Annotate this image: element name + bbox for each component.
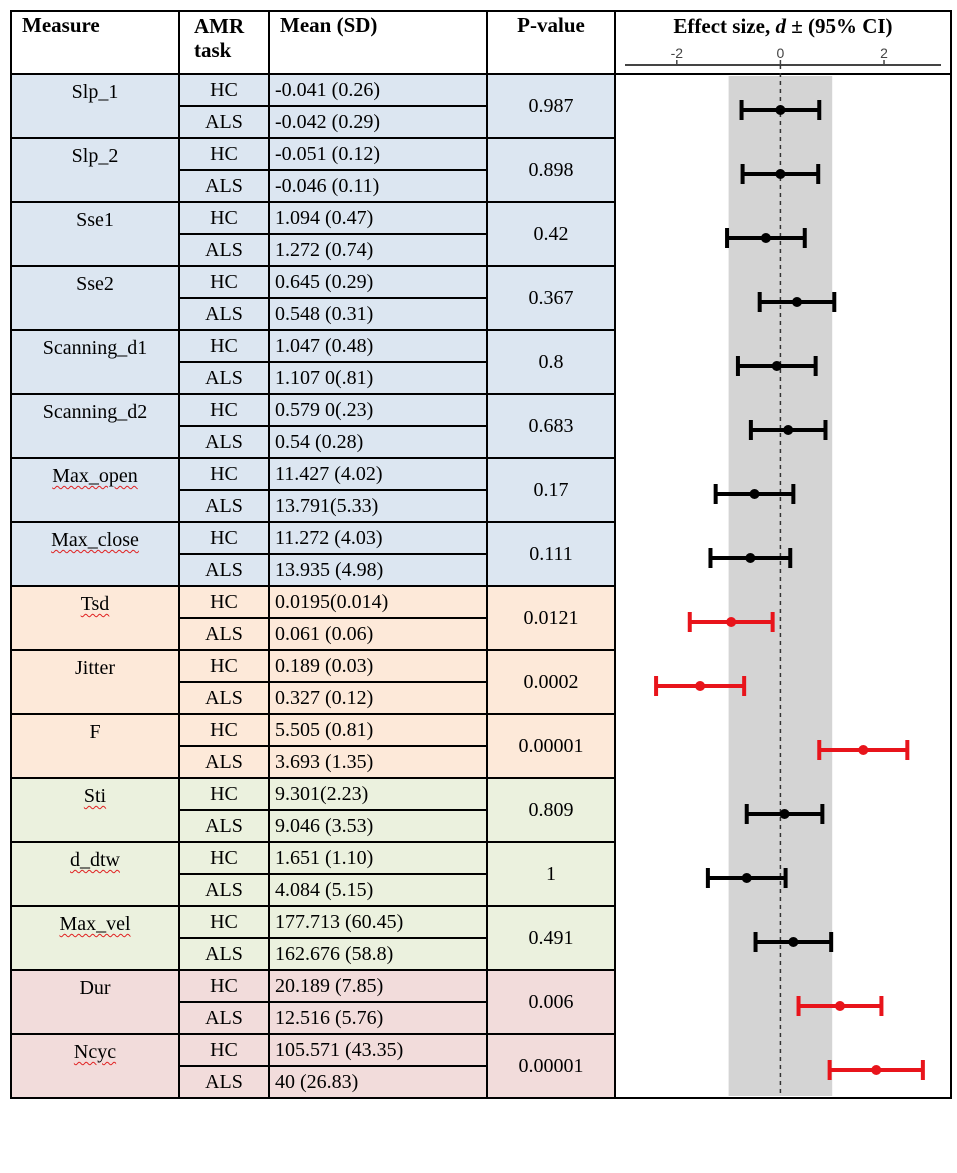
effect-point (742, 873, 752, 883)
p-value-cell: 0.00001 (487, 1034, 615, 1098)
task-als-cell: ALS (179, 170, 269, 202)
mean-als-cell: 0.548 (0.31) (269, 298, 487, 330)
task-hc-cell: HC (179, 778, 269, 810)
task-als-cell: ALS (179, 1002, 269, 1034)
task-hc-cell: HC (179, 842, 269, 874)
task-hc-cell: HC (179, 266, 269, 298)
mean-hc-cell: 0.579 0(.23) (269, 394, 487, 426)
task-hc-cell: HC (179, 522, 269, 554)
task-als-cell: ALS (179, 746, 269, 778)
measure-name: Slp_1 (71, 81, 119, 103)
measure-name: Ncyc (73, 1041, 117, 1063)
effect-point (780, 809, 790, 819)
effect-size-title-prefix: Effect size, (673, 14, 776, 38)
task-hc-cell: HC (179, 394, 269, 426)
effect-point (871, 1065, 881, 1075)
measure-name: Max_close (51, 529, 139, 551)
mean-als-cell: 9.046 (3.53) (269, 810, 487, 842)
mean-hc-cell: -0.051 (0.12) (269, 138, 487, 170)
mean-als-cell: 40 (26.83) (269, 1066, 487, 1098)
p-value-cell: 0.898 (487, 138, 615, 202)
measure-name: d_dtw (70, 849, 120, 871)
task-hc-cell: HC (179, 138, 269, 170)
measure-name: Scanning_d1 (42, 337, 148, 359)
p-value-cell: 0.809 (487, 778, 615, 842)
task-als-cell: ALS (179, 874, 269, 906)
task-hc-cell: HC (179, 586, 269, 618)
mean-sd-header: Mean (SD) (269, 11, 487, 74)
measure-name: Max_vel (59, 913, 131, 935)
p-value-cell: 0.006 (487, 970, 615, 1034)
task-hc-cell: HC (179, 1034, 269, 1066)
task-als-cell: ALS (179, 938, 269, 970)
measure-name: Sti (83, 785, 107, 807)
task-als-cell: ALS (179, 618, 269, 650)
measure-name: Tsd (80, 593, 110, 615)
p-value-cell: 1 (487, 842, 615, 906)
p-value-header: P-value (487, 11, 615, 74)
mean-hc-cell: 177.713 (60.45) (269, 906, 487, 938)
effect-point (745, 553, 755, 563)
mean-als-cell: 13.935 (4.98) (269, 554, 487, 586)
p-value-cell: 0.491 (487, 906, 615, 970)
task-als-cell: ALS (179, 490, 269, 522)
measure-name: Slp_2 (71, 145, 119, 167)
mean-hc-cell: 11.272 (4.03) (269, 522, 487, 554)
x-tick-label: 0 (776, 45, 785, 61)
effect-size-title-d: d (775, 14, 786, 38)
effect-point (792, 297, 802, 307)
measure-name: Sse2 (76, 273, 114, 295)
x-tick-label: -2 (670, 45, 684, 61)
mean-als-cell: 1.272 (0.74) (269, 234, 487, 266)
mean-hc-cell: 5.505 (0.81) (269, 714, 487, 746)
mean-als-cell: 0.54 (0.28) (269, 426, 487, 458)
mean-als-cell: 0.061 (0.06) (269, 618, 487, 650)
task-als-cell: ALS (179, 682, 269, 714)
task-hc-cell: HC (179, 330, 269, 362)
effect-point (726, 617, 736, 627)
measure-name: Jitter (75, 657, 115, 679)
effect-point (788, 937, 798, 947)
amr-task-header: AMR task (179, 11, 269, 74)
task-als-cell: ALS (179, 810, 269, 842)
task-als-cell: ALS (179, 426, 269, 458)
mean-hc-cell: 9.301(2.23) (269, 778, 487, 810)
measure-name: Scanning_d2 (42, 401, 148, 423)
mean-hc-cell: 0.0195(0.014) (269, 586, 487, 618)
effect-point (772, 361, 782, 371)
measure-name: Sse1 (76, 209, 114, 231)
measure-name: F (89, 721, 101, 743)
mean-hc-cell: 105.571 (43.35) (269, 1034, 487, 1066)
task-als-cell: ALS (179, 1066, 269, 1098)
mean-als-cell: 13.791(5.33) (269, 490, 487, 522)
measure-name: Dur (79, 977, 111, 999)
task-als-cell: ALS (179, 298, 269, 330)
p-value-cell: 0.111 (487, 522, 615, 586)
mean-hc-cell: -0.041 (0.26) (269, 74, 487, 106)
measure-header: Measure (11, 11, 179, 74)
mean-hc-cell: 11.427 (4.02) (269, 458, 487, 490)
task-hc-cell: HC (179, 202, 269, 234)
task-hc-cell: HC (179, 650, 269, 682)
mean-als-cell: 0.327 (0.12) (269, 682, 487, 714)
p-value-cell: 0.367 (487, 266, 615, 330)
task-als-cell: ALS (179, 106, 269, 138)
effect-point (775, 169, 785, 179)
mean-hc-cell: 1.047 (0.48) (269, 330, 487, 362)
mean-hc-cell: 1.651 (1.10) (269, 842, 487, 874)
p-value-cell: 0.0121 (487, 586, 615, 650)
effect-point (750, 489, 760, 499)
task-hc-cell: HC (179, 906, 269, 938)
mean-als-cell: 1.107 0(.81) (269, 362, 487, 394)
task-hc-cell: HC (179, 458, 269, 490)
mean-als-cell: 4.084 (5.15) (269, 874, 487, 906)
effect-size-title-suffix: ± (95% CI) (785, 14, 893, 38)
mean-hc-cell: 0.645 (0.29) (269, 266, 487, 298)
effect-point (783, 425, 793, 435)
mean-als-cell: -0.042 (0.29) (269, 106, 487, 138)
task-hc-cell: HC (179, 714, 269, 746)
mean-als-cell: 12.516 (5.76) (269, 1002, 487, 1034)
task-hc-cell: HC (179, 74, 269, 106)
x-tick-label: 2 (880, 45, 888, 61)
mean-als-cell: 3.693 (1.35) (269, 746, 487, 778)
task-als-cell: ALS (179, 234, 269, 266)
task-als-cell: ALS (179, 554, 269, 586)
p-value-cell: 0.8 (487, 330, 615, 394)
mean-hc-cell: 20.189 (7.85) (269, 970, 487, 1002)
measure-name: Max_open (52, 465, 138, 487)
p-value-cell: 0.42 (487, 202, 615, 266)
p-value-cell: 0.683 (487, 394, 615, 458)
p-value-cell: 0.0002 (487, 650, 615, 714)
effect-point (695, 681, 705, 691)
p-value-cell: 0.987 (487, 74, 615, 138)
mean-hc-cell: 0.189 (0.03) (269, 650, 487, 682)
task-hc-cell: HC (179, 970, 269, 1002)
effect-point (775, 105, 785, 115)
p-value-cell: 0.00001 (487, 714, 615, 778)
task-als-cell: ALS (179, 362, 269, 394)
p-value-cell: 0.17 (487, 458, 615, 522)
effect-point (761, 233, 771, 243)
mean-hc-cell: 1.094 (0.47) (269, 202, 487, 234)
effect-point (858, 745, 868, 755)
mean-als-cell: -0.046 (0.11) (269, 170, 487, 202)
effect-point (835, 1001, 845, 1011)
mean-als-cell: 162.676 (58.8) (269, 938, 487, 970)
